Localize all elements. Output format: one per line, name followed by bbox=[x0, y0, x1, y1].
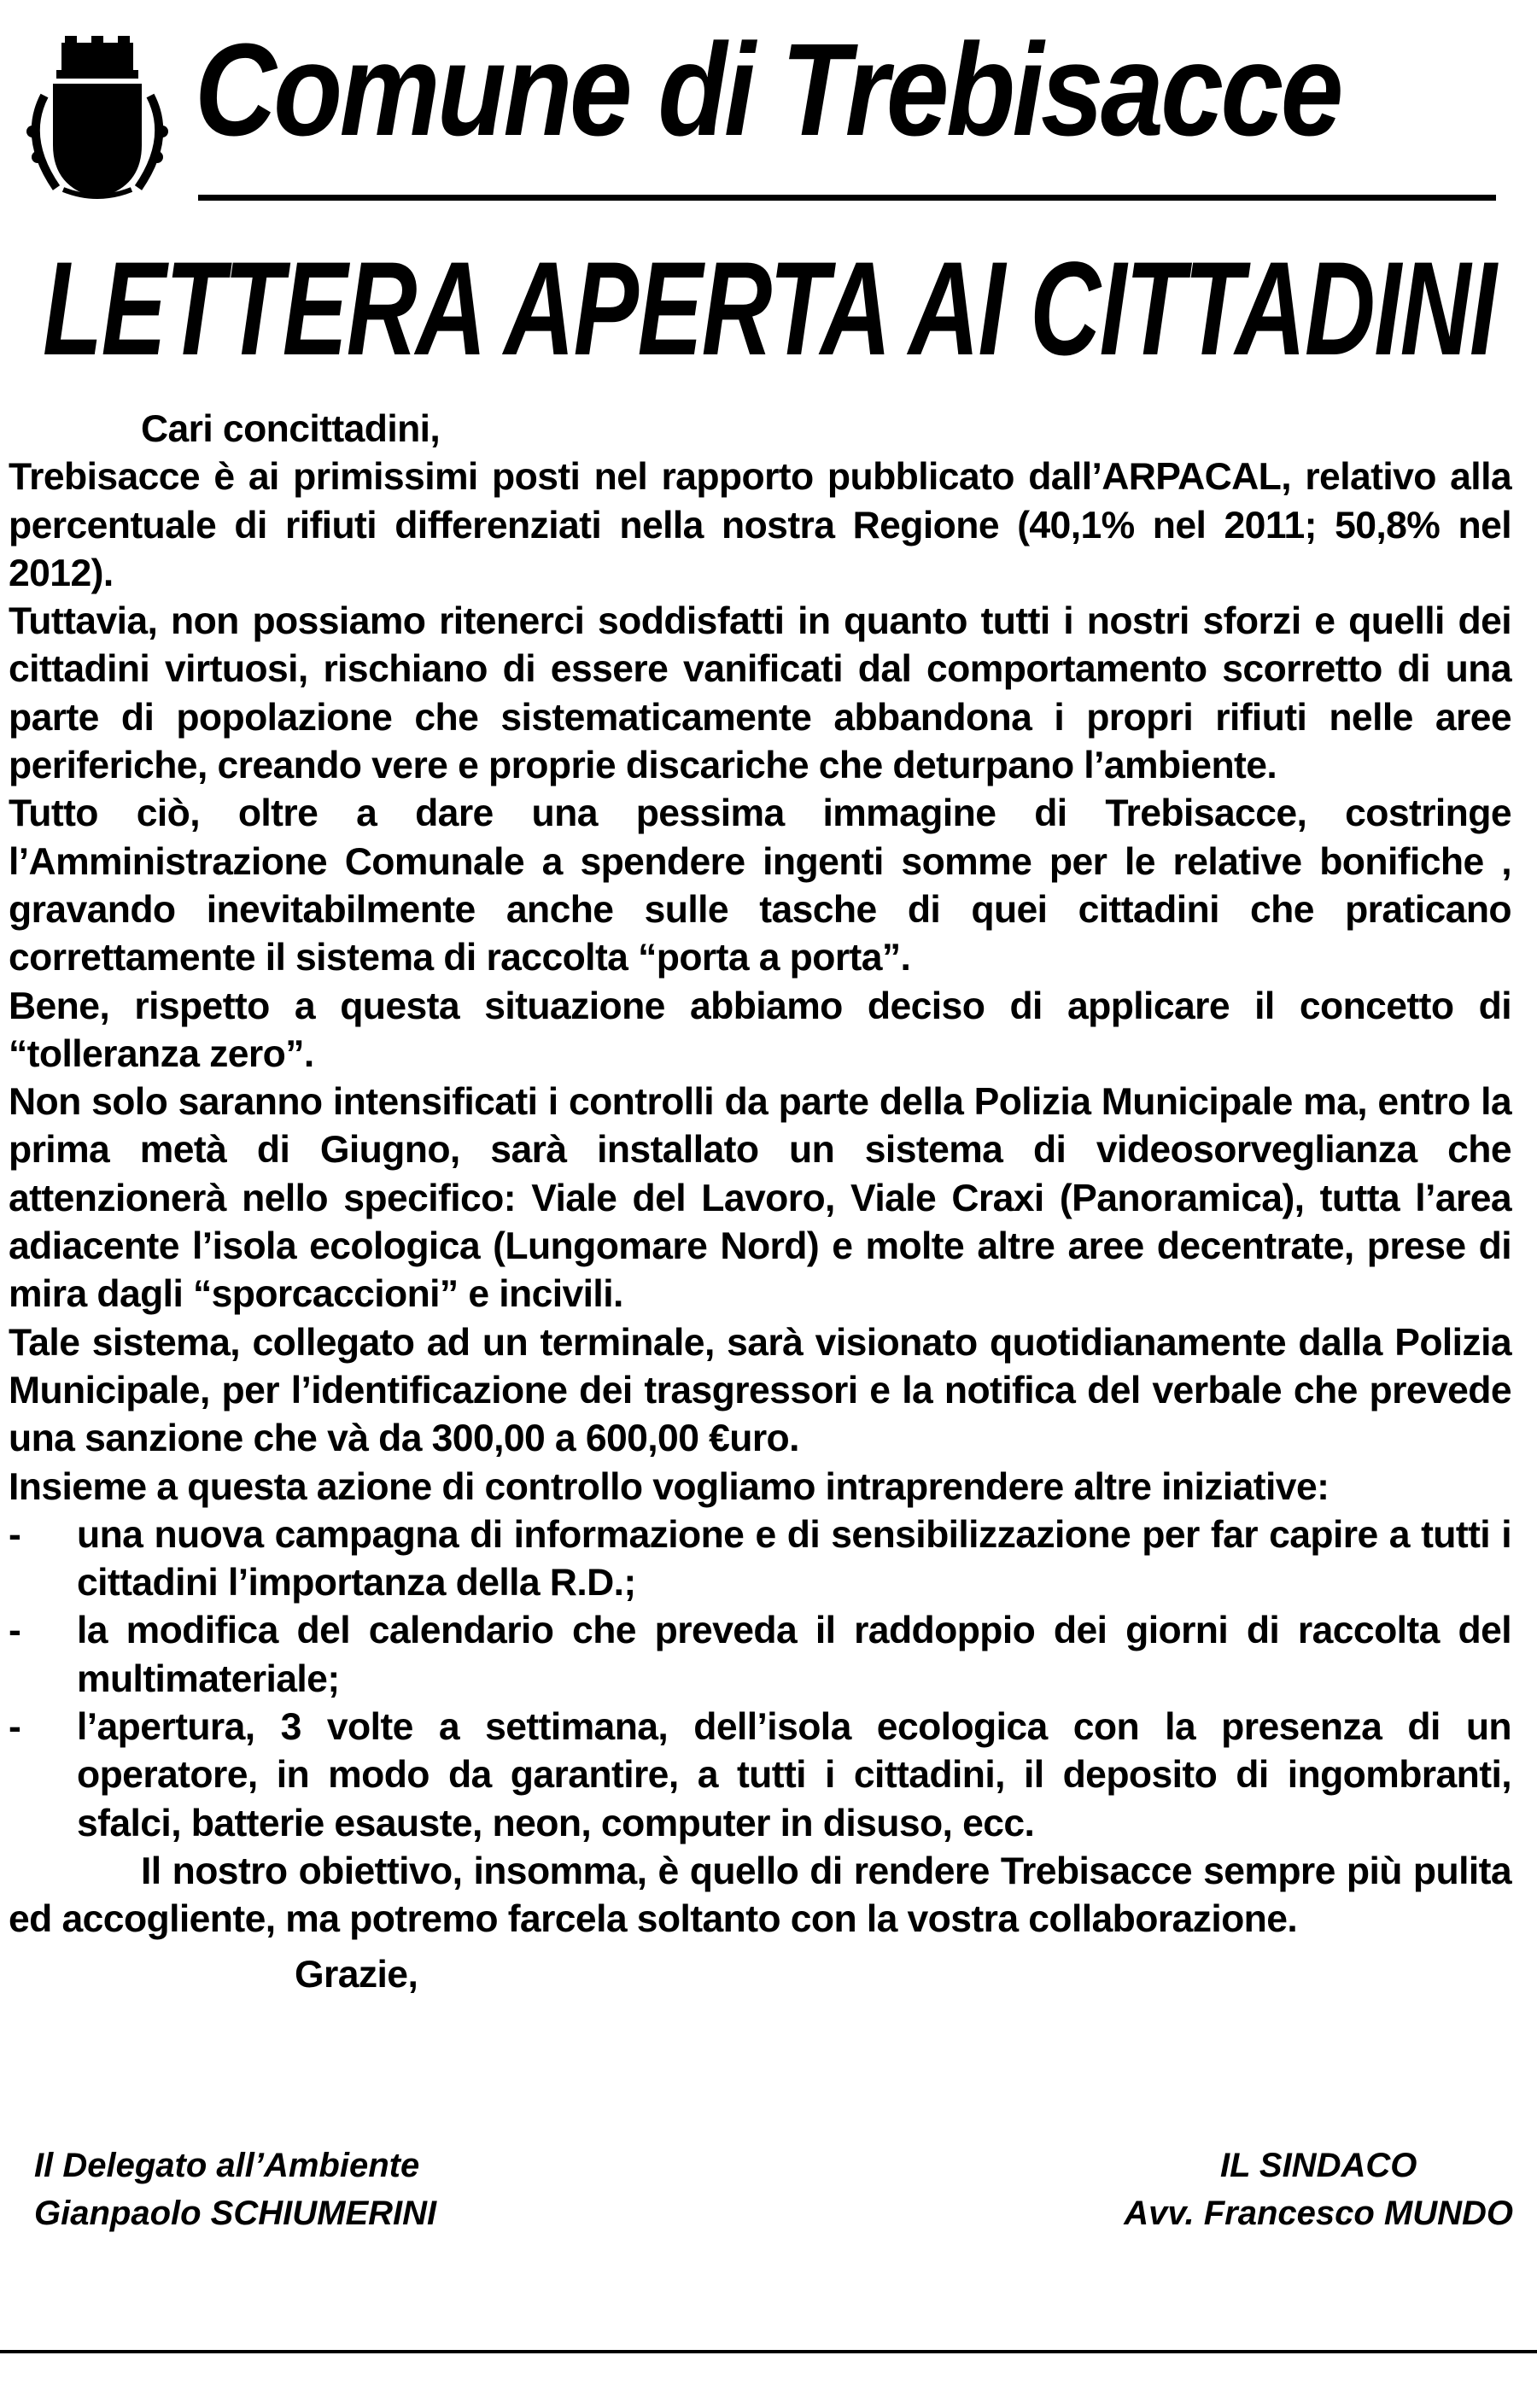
list-marker: - bbox=[9, 1610, 21, 1652]
header-divider bbox=[198, 195, 1496, 201]
paragraph: Tutto ciò, oltre a dare una pessima immagine di Trebisacce, costringe l’Amministrazione Comunale a spendere ingenti somme per le relative bonifiche , gravando inevitabilmente anche sulle tasche di quei cittadini che praticano correttamente il sistema di raccolta “porta a porta”. bbox=[9, 792, 1511, 979]
paragraph: Trebisacce è ai primissimi posti nel rapporto pubblicato dall’ARPACAL, relativo alla percentuale di rifiuti differenziati nella nostra Regione (40,1% nel 2011; 50,8% nel 2012). bbox=[9, 456, 1511, 594]
list-item-text: l’apertura, 3 volte a settimana, dell’isola ecologica con la presenza di un operatore, in modo da garantire, a tutti i cittadini, il deposito di ingombranti, sfalci, batterie esauste, neon, computer in disuso, ecc. bbox=[77, 1706, 1511, 1844]
list-item-text: la modifica del calendario che preveda il raddoppio dei giorni di raccolta del multimateriale; bbox=[77, 1610, 1511, 1700]
paragraph: Bene, rispetto a questa situazione abbiamo deciso di applicare il concetto di “tolleranza zero”. bbox=[9, 985, 1511, 1075]
letter-headline: LETTERA APERTA AI CITTADINI bbox=[43, 235, 1496, 383]
footer-divider bbox=[0, 2350, 1537, 2353]
signature-name: Gianpaolo SCHIUMERINI bbox=[34, 2195, 437, 2232]
closing-paragraph: Il nostro obiettivo, insomma, è quello di rendere Trebisacce sempre più pulita ed accogliente, ma potremo farcela soltanto con la vostra collaborazione. bbox=[9, 1850, 1511, 1941]
initiatives-list bbox=[9, 1511, 1511, 1848]
list-item bbox=[9, 1607, 1511, 1704]
paragraph: Non solo saranno intensificati i controlli da parte della Polizia Municipale ma, entro la prima metà di Giugno, sarà installato un sistema di videosorveglianza che attenzionerà nello specifico: Viale del Lavoro, Viale Craxi (Panoramica), tutta l’area adiacente l’isola ecologica (Lungomare Nord) e molte altre aree decentrate, prese di mira dagli “sporcaccioni” e incivili. bbox=[9, 1081, 1511, 1316]
signature-name: Avv. Francesco MUNDO bbox=[1124, 2195, 1513, 2232]
list-marker: - bbox=[9, 1513, 21, 1556]
signature-role: Il Delegato all’Ambiente bbox=[34, 2147, 420, 2184]
paragraph: Tuttavia, non possiamo ritenerci soddisfatti in quanto tutti i nostri sforzi e quelli dei cittadini virtuosi, rischiano di essere vanificati dal comportamento scorretto di una parte di popolazione che sistematicamente abbandona i propri rifiuti nelle aree periferiche, creando vere e proprie discariche che deturpano l’ambiente. bbox=[9, 600, 1511, 787]
paragraph: Insieme a questa azione di controllo vogliamo intraprendere altre iniziative: bbox=[9, 1465, 1330, 1508]
list-item-text: una nuova campagna di informazione e di sensibilizzazione per far capire a tutti i cittadini l’importanza della R.D.; bbox=[77, 1513, 1511, 1604]
salutation: Cari concittadini, bbox=[141, 408, 441, 450]
signature-role: IL SINDACO bbox=[1219, 2147, 1417, 2184]
list-item bbox=[9, 1511, 1511, 1608]
list-marker: - bbox=[9, 1706, 21, 1749]
letter-body bbox=[9, 406, 1511, 1999]
signature-right bbox=[1124, 2142, 1513, 2237]
paragraph: Tale sistema, collegato ad un terminale, sarà visionato quotidianamente dalla Polizia Municipale, per l’identificazione dei trasgressori e la notifica del verbale che prevede una sanzione che và da 300,00 a 600,00 €uro. bbox=[9, 1321, 1511, 1460]
municipality-name: Comune di Trebisacce bbox=[195, 16, 1341, 163]
coat-of-arms-icon bbox=[12, 36, 183, 202]
list-item bbox=[9, 1704, 1511, 1848]
thanks-line: Grazie, bbox=[295, 1953, 418, 1996]
signature-left bbox=[34, 2142, 436, 2237]
